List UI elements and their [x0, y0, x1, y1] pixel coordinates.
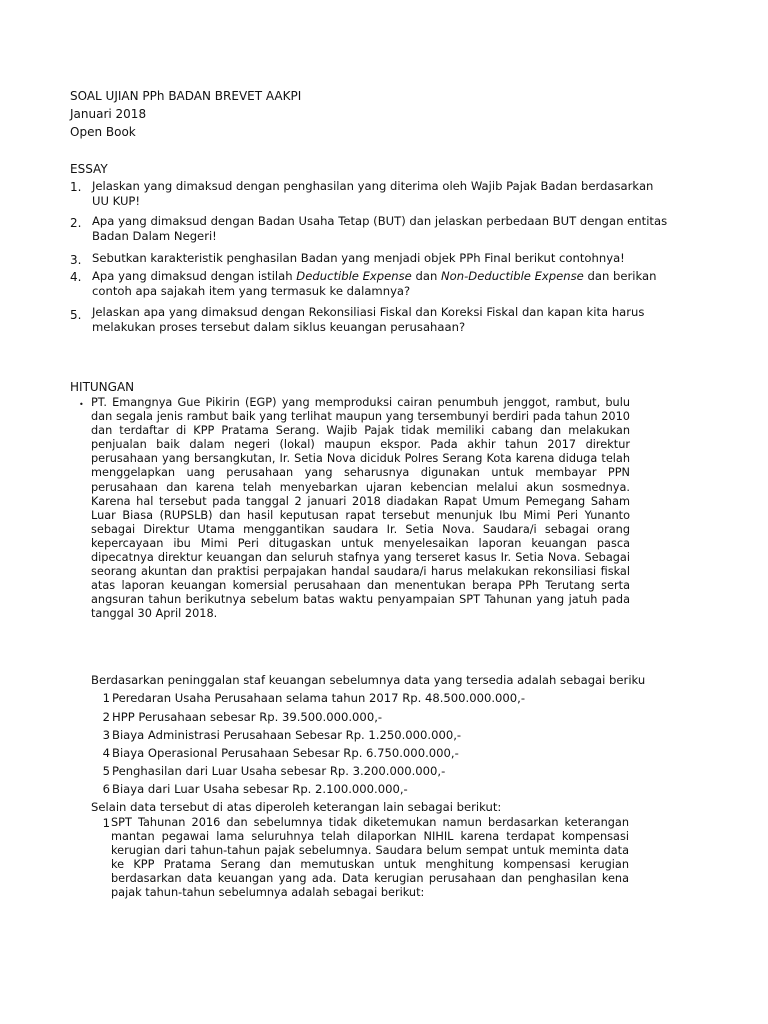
- data-item-1: Peredaran Usaha Perusahaan selama tahun 2017 Rp. 48.500.000.000,-: [112, 691, 526, 705]
- data-item-6: Biaya dari Luar Usaha sebesar Rp. 2.100.000.000,-: [112, 782, 408, 796]
- term-deductible-expense: Deductible Expense: [296, 269, 412, 283]
- extra-item-1: SPT Tahunan 2016 dan sebelumnya tidak diketemukan namun berdasarkan keterangan mantan pegawai lama seluruhnya telah dilaporkan NIHIL karena terdapat kompensasi kerugian dari tahun-tahun pajak sebelumnya. Saudara belum sempat untuk meminta data ke KPP Pratama Serang dan memutuskan untuk menghitung kompensasi kerugian berdasarkan data keuangan yang ada. Data kerugian perusahaan dan penghasilan kena pajak tahun-tahun sebelumnya adalah sebagai berikut:: [111, 816, 629, 900]
- exam-mode: Open Book: [70, 125, 136, 139]
- essay-number-5: 5.: [70, 308, 82, 322]
- essay-question-4: [92, 269, 672, 298]
- data-item-number-4: 4: [102, 746, 110, 760]
- essay-question-1: Jelaskan yang dimaksud dengan penghasilan yang diterima oleh Wajib Pajak Badan berdasarkan UU KUP!: [92, 179, 654, 208]
- extra-info-intro: Selain data tersebut di atas diperoleh keterangan lain sebagai berikut:: [91, 800, 502, 814]
- essay-heading: ESSAY: [70, 162, 108, 176]
- essay-question-3: Sebutkan karakteristik penghasilan Badan yang menjadi objek PPh Final berikut contohnya!: [92, 251, 625, 265]
- document-title: SOAL UJIAN PPh BADAN BREVET AAKPI: [70, 89, 302, 103]
- extra-item-number-1: 1: [102, 816, 110, 830]
- essay-question-4-text-before: Apa yang dimaksud dengan istilah: [92, 269, 297, 283]
- data-item-3: Biaya Administrasi Perusahaan Sebesar Rp. 1.250.000.000,-: [112, 728, 462, 742]
- data-item-2: HPP Perusahaan sebesar Rp. 39.500.000.000,-: [112, 710, 383, 724]
- essay-question-2: Apa yang dimaksud dengan Badan Usaha Tetap (BUT) dan jelaskan perbedaan BUT dengan entitas Badan Dalam Negeri!: [92, 214, 668, 243]
- case-description: PT. Emangnya Gue Pikirin (EGP) yang memproduksi cairan penumbuh jenggot, rambut, bulu dan segala jenis rambut baik yang terlihat maupun yang tersembunyi berdiri pada tahun 2010 dan terdaftar di KPP Pratama Serang. Wajib Pajak tidak memiliki cabang dan melakukan penjualan baik dalam negeri (lokal) maupun ekspor. Pada akhir tahun 2017 direktur perusahaan yang bersangkutan, Ir. Setia Nova diciduk Polres Serang Kota karena diduga telah menggelapkan uang perusahaan yang seharusnya digunakan untuk membayar PPN perusahaan dan karena telah menyebarkan ujaran kebencian melalui akun sosmednya. Karena hal tersebut pada tanggal 2 januari 2018 diadakan Rapat Umum Pemegang Saham Luar Biasa (RUPSLB) dan hasil keputusan rapat tersebut menunjuk Ibu Mimi Peri Yunanto sebagai Direktur Utama menggantikan saudara Ir. Setia Nova. Saudara/i sebagai orang kepercayaan ibu Mimi Peri ditugaskan untuk menyelesaikan laporan keuangan pasca dipecatnya direktur keuangan dan seluruh stafnya yang terseret kasus Ir. Setia Nova. Sebagai seorang akuntan dan praktisi perpajakan handal saudara/i harus melakukan rekonsiliasi fiskal atas laporan keuangan komersial perusahaan dan menentukan berapa PPh Terutang serta angsuran tahun berikutnya sebelum batas waktu penyampaian SPT Tahunan yang jatuh pada tanggal 30 April 2018.: [91, 396, 630, 621]
- essay-number-3: 3.: [70, 253, 82, 267]
- data-item-number-2: 2: [102, 710, 110, 724]
- essay-number-2: 2.: [70, 216, 82, 230]
- term-non-deductible-expense: Non-Deductible Expense: [441, 269, 584, 283]
- essay-question-4-text-after: dan berikan contoh apa sajakah item yang termasuk ke dalamnya?: [92, 269, 657, 298]
- data-item-4: Biaya Operasional Perusahaan Sebesar Rp. 6.750.000.000,-: [112, 746, 459, 760]
- data-item-5: Penghasilan dari Luar Usaha sebesar Rp. 3.200.000.000,-: [112, 764, 446, 778]
- data-item-number-5: 5: [102, 764, 110, 778]
- data-item-number-6: 6: [102, 782, 110, 796]
- document-date: Januari 2018: [70, 107, 147, 121]
- data-item-number-1: 1: [102, 691, 110, 705]
- essay-number-4: 4.: [70, 270, 82, 284]
- hitungan-heading: HITUNGAN: [70, 380, 135, 394]
- essay-question-5: Jelaskan apa yang dimaksud dengan Rekonsiliasi Fiskal dan Koreksi Fiskal dan kapan kita harus melakukan proses tersebut dalam siklus keuangan perusahaan?: [92, 305, 645, 334]
- essay-question-4-text-mid: dan: [411, 269, 441, 283]
- bullet-icon: •: [79, 400, 84, 409]
- data-intro: Berdasarkan peninggalan staf keuangan sebelumnya data yang tersedia adalah sebagai beriku: [91, 673, 646, 687]
- data-item-number-3: 3: [102, 728, 110, 742]
- essay-number-1: 1.: [70, 180, 82, 194]
